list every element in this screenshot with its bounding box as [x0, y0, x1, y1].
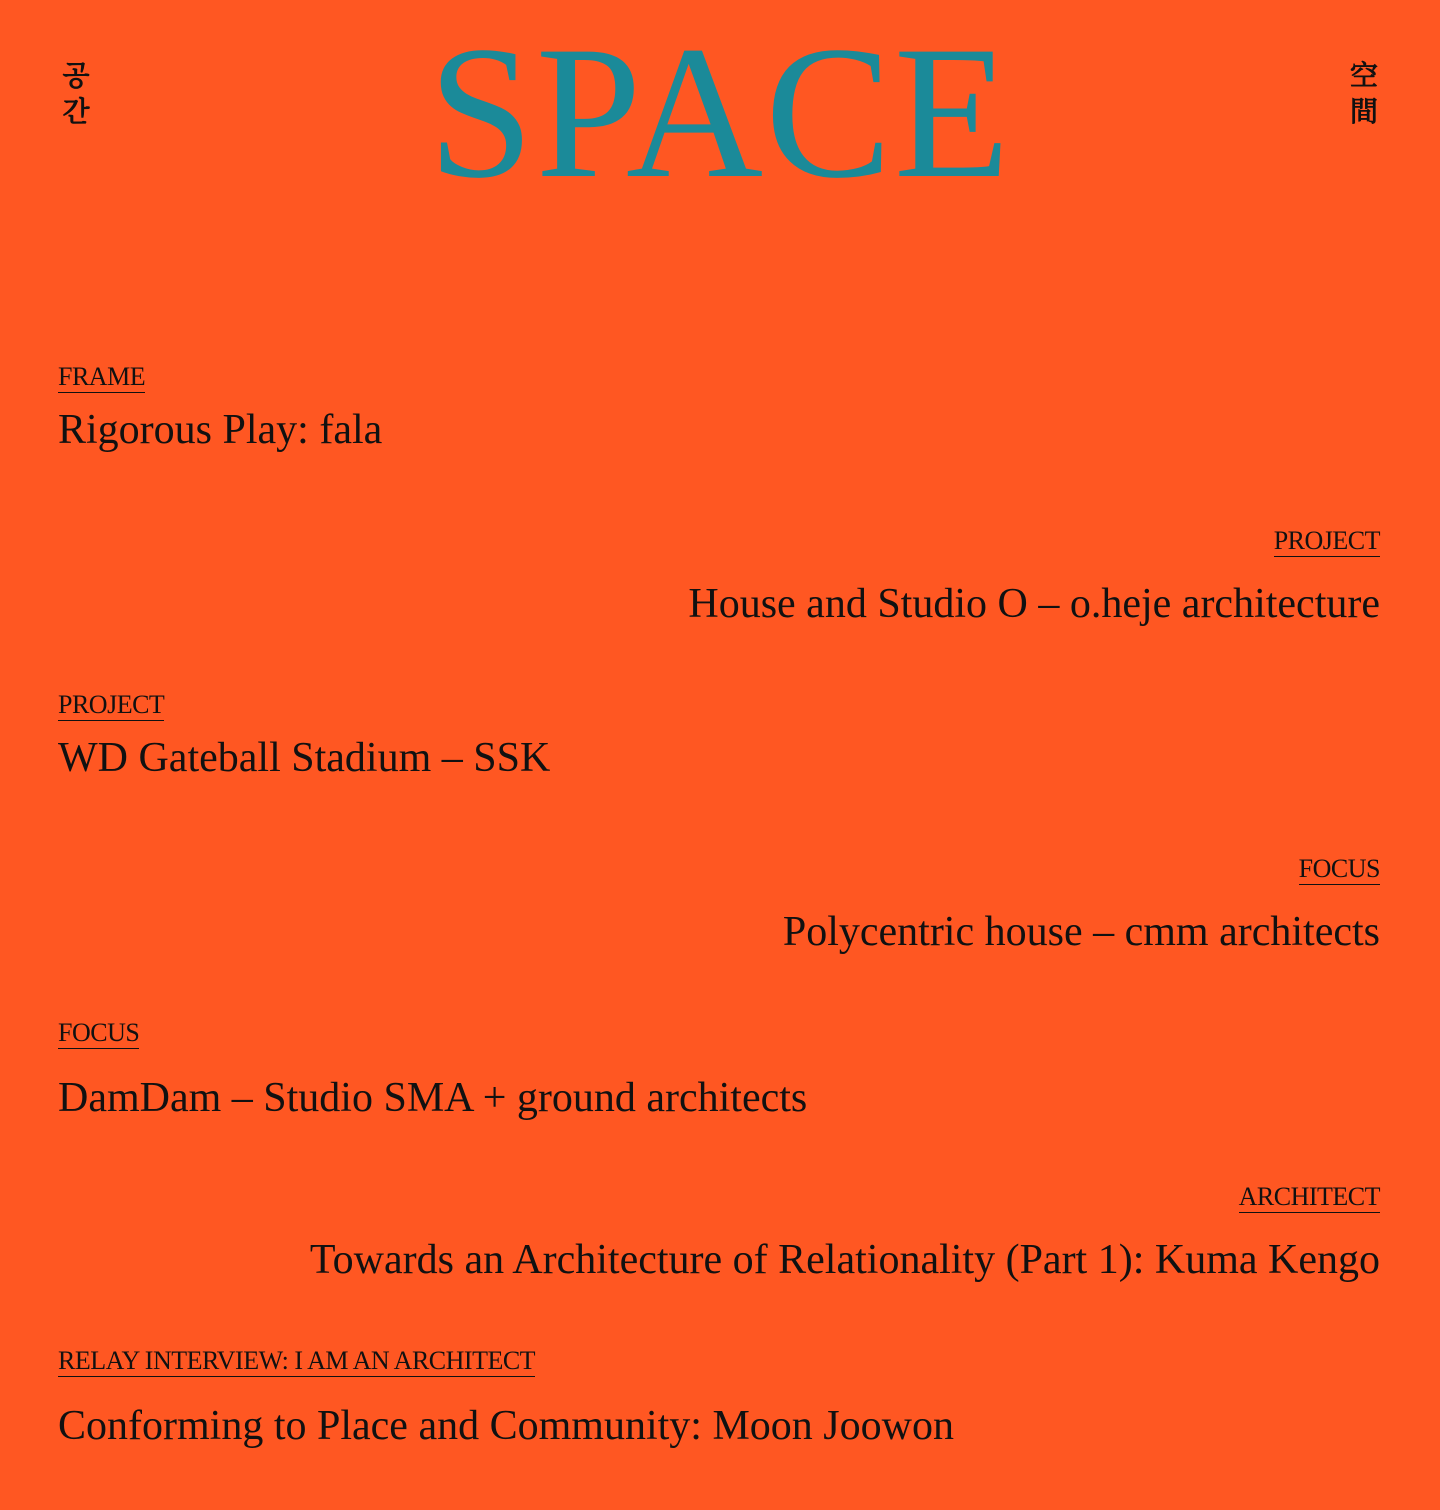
article-category-link[interactable]: PROJECT — [58, 690, 165, 719]
hanja-char-2: 間 — [1349, 95, 1378, 128]
article-title-link[interactable]: Towards an Architecture of Relationality (Part 1): Kuma Kengo — [309, 1237, 1380, 1283]
article-title-link[interactable]: DamDam – Studio SMA + ground architects — [58, 1075, 808, 1121]
article-item — [58, 362, 1380, 526]
hanja-wordmark — [1334, 58, 1394, 130]
article-category-link[interactable]: PROJECT — [1273, 526, 1380, 555]
article-category-link[interactable]: FRAME — [58, 362, 146, 391]
article-title-link[interactable]: WD Gateball Stadium – SSK — [58, 735, 551, 781]
article-category-link[interactable]: FOCUS — [1298, 854, 1380, 883]
masthead — [0, 0, 1440, 220]
article-list — [58, 362, 1380, 1510]
article-category-link[interactable]: RELAY INTERVIEW: I AM AN ARCHITECT — [58, 1346, 536, 1375]
article-item — [58, 526, 1380, 690]
korean-char-2: 간 — [62, 95, 90, 128]
article-item — [58, 690, 1380, 854]
hanja-char-1: 空 — [1349, 59, 1378, 92]
article-item — [58, 1346, 1380, 1510]
article-title-link[interactable]: Rigorous Play: fala — [58, 407, 383, 453]
article-category-link[interactable]: ARCHITECT — [1238, 1182, 1380, 1211]
space-logo[interactable]: SPACE — [428, 8, 1012, 218]
article-item — [58, 854, 1380, 1018]
article-title-link[interactable]: House and Studio O – o.heje architecture — [688, 581, 1380, 627]
article-title-link[interactable]: Conforming to Place and Community: Moon Joowon — [58, 1403, 954, 1449]
article-category-link[interactable]: FOCUS — [58, 1018, 140, 1047]
korean-char-1: 공 — [62, 59, 90, 92]
article-item — [58, 1018, 1380, 1182]
article-item — [58, 1182, 1380, 1346]
article-title-link[interactable]: Polycentric house – cmm architects — [782, 909, 1380, 955]
